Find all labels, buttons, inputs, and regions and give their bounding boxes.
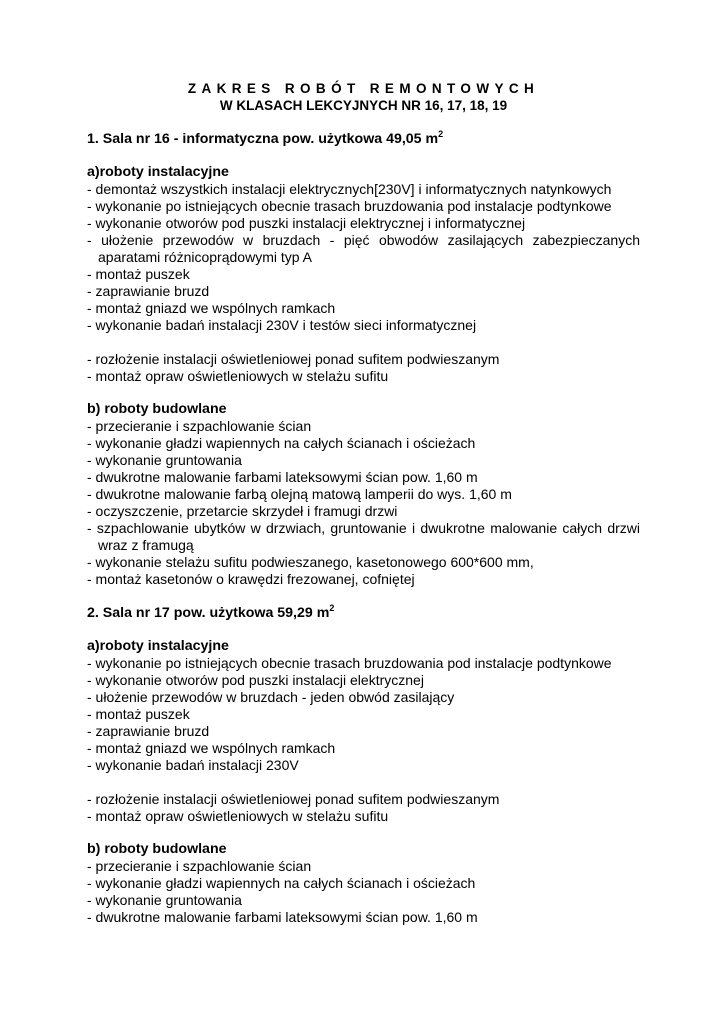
list-item: - wykonanie gruntowania: [87, 452, 242, 468]
section-1-heading-superscript: 2: [438, 129, 444, 139]
list-item: - wykonanie po istniejących obecnie trasach bruzdowania pod instalacje podtynkowe: [87, 655, 612, 671]
section-1-heading: [87, 131, 640, 148]
list-item: - wykonanie otworów pod puszki instalacji elektrycznej: [87, 672, 424, 688]
section-1-construction-heading: b) roboty budowlane: [87, 401, 227, 417]
section-1-construction-list: [87, 418, 640, 588]
section-2-heading: [87, 605, 640, 622]
section-1-heading-text: 1. Sala nr 16 - informatyczna pow. użytkowa 49,05 m: [87, 131, 439, 147]
document-title: [87, 80, 640, 114]
list-item: - wykonanie gładzi wapiennych na całych ścianach i ościeżach: [87, 875, 476, 891]
list-item: - dwukrotne malowanie farbami lateksowymi ścian pow. 1,60 m: [87, 909, 478, 925]
list-item: - montaż opraw oświetleniowych w stelażu sufitu: [87, 368, 389, 384]
section-2-installation-heading: a)roboty instalacyjne: [87, 638, 229, 654]
list-item: - montaż opraw oświetleniowych w stelażu sufitu: [87, 808, 389, 824]
list-item: - przecieranie i szpachlowanie ścian: [87, 858, 312, 874]
list-item: - wykonanie po istniejących obecnie trasach bruzdowania pod instalacje podtynkowe: [87, 198, 612, 214]
list-item: - zaprawianie bruzd: [87, 723, 210, 739]
list-item: - dwukrotne malowanie farbą olejną matową lamperii do wys. 1,60 m: [87, 486, 512, 502]
list-item: - montaż gniazd we wspólnych ramkach: [87, 300, 336, 316]
list-item: - montaż puszek: [87, 706, 190, 722]
section-2-heading-superscript: 2: [329, 603, 335, 613]
list-item: - wykonanie gruntowania: [87, 892, 242, 908]
list-item: - wykonanie gładzi wapiennych na całych ścianach i ościeżach: [87, 435, 476, 451]
spacer: [87, 334, 640, 351]
list-item: - wykonanie otworów pod puszki instalacji elektrycznej i informatycznej: [87, 215, 526, 231]
list-item: - przecieranie i szpachlowanie ścian: [87, 418, 312, 434]
list-item: - oczyszczenie, przetarcie skrzydeł i framugi drzwi: [87, 503, 398, 519]
section-2-heading-text: 2. Sala nr 17 pow. użytkowa 59,29 m: [87, 605, 330, 621]
list-item: - rozłożenie instalacji oświetleniowej ponad sufitem podwieszanym: [87, 791, 500, 807]
title-line-2: W KLASACH LEKCYJNYCH NR 16, 17, 18, 19: [219, 98, 508, 113]
list-item: - wykonanie stelażu sufitu podwieszanego, kasetonowego 600*600 mm,: [87, 554, 534, 570]
section-2-installation-list: [87, 655, 640, 825]
title-line-1: ZAKRES ROBÓT REMONTOWYCH: [187, 81, 540, 96]
list-item: - rozłożenie instalacji oświetleniowej ponad sufitem podwieszanym: [87, 351, 500, 367]
list-item: - wykonanie badań instalacji 230V i testów sieci informatycznej: [87, 317, 477, 333]
list-item: - demontaż wszystkich instalacji elektrycznych[230V] i informatycznych natynkowych: [87, 181, 612, 197]
section-2-construction-list: [87, 858, 640, 926]
list-item: - ułożenie przewodów w bruzdach - pięć obwodów zasilających zabezpieczanych aparatami różnicoprądowymi typ A: [87, 232, 640, 265]
section-1-installation-heading: a)roboty instalacyjne: [87, 164, 229, 180]
section-1-installation-list: [87, 181, 640, 385]
list-item: - dwukrotne malowanie farbami lateksowymi ścian pow. 1,60 m: [87, 469, 478, 485]
section-2-construction-heading: b) roboty budowlane: [87, 841, 227, 857]
document-page: [87, 80, 640, 926]
list-item: - montaż puszek: [87, 266, 190, 282]
list-item: - szpachlowanie ubytków w drzwiach, gruntowanie i dwukrotne malowanie całych drzwi wraz z framugą: [87, 520, 640, 553]
list-item: - montaż gniazd we wspólnych ramkach: [87, 740, 336, 756]
list-item: - ułożenie przewodów w bruzdach - jeden obwód zasilający: [87, 689, 455, 705]
list-item: - zaprawianie bruzd: [87, 283, 210, 299]
spacer: [87, 774, 640, 791]
list-item: - wykonanie badań instalacji 230V: [87, 757, 299, 773]
list-item: - montaż kasetonów o krawędzi frezowanej, cofniętej: [87, 571, 415, 587]
